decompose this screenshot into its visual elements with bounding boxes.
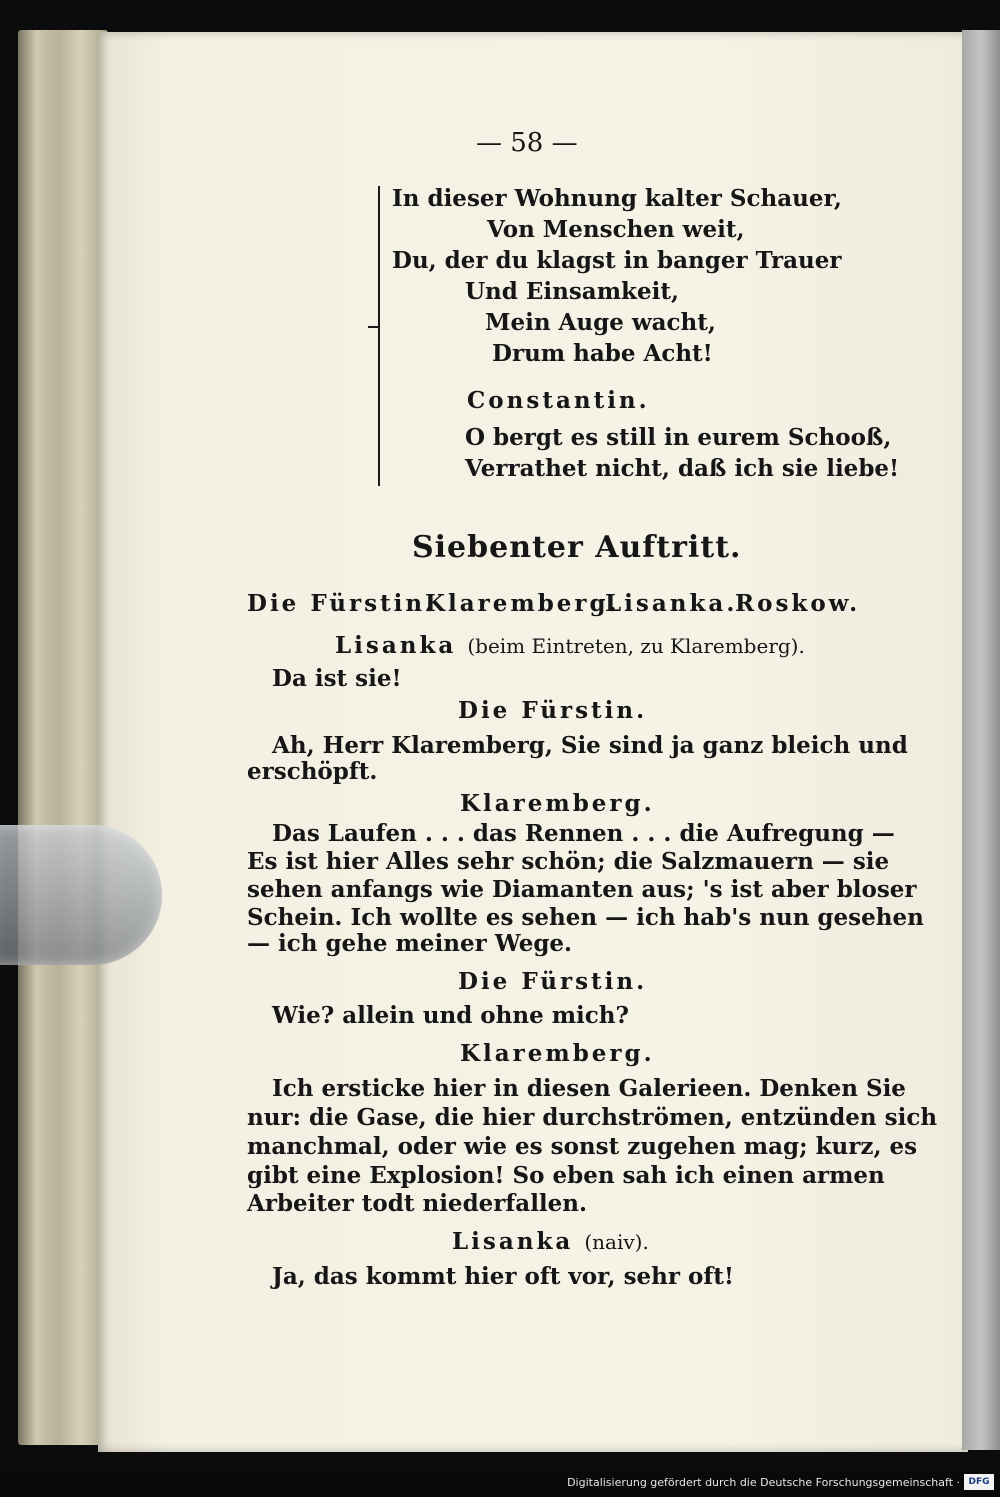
dialogue-line: erschöpft. — [247, 758, 378, 785]
verse-line: Drum habe Acht! — [492, 340, 713, 367]
verse-bracket — [378, 186, 390, 486]
verse-line: Mein Auge wacht, — [485, 309, 716, 336]
speaker-name: Klaremberg. — [460, 1040, 655, 1067]
book-page-edges — [18, 30, 108, 1445]
dialogue-line: Da ist sie! — [272, 665, 402, 692]
cast-item: Klaremberg. — [425, 590, 620, 617]
dialogue-line: Wie? allein und ohne mich? — [272, 1002, 629, 1029]
dialogue-line: sehen anfangs wie Diamanten aus; 's ist aber bloser — [247, 876, 917, 903]
verse-line: Verrathet nicht, daß ich sie liebe! — [465, 455, 900, 482]
dialogue-line: Ah, Herr Klaremberg, Sie sind ja ganz bleich und — [272, 732, 908, 759]
speaker-name: Klaremberg. — [460, 790, 655, 817]
page-number: — 58 — — [476, 128, 578, 158]
speaker-label: Lisanka — [452, 1228, 574, 1255]
dialogue-line: Ja, das kommt hier oft vor, sehr oft! — [272, 1263, 734, 1290]
verse-line: Du, der du klagst in banger Trauer — [392, 247, 842, 274]
speaker-name — [335, 632, 805, 659]
cast-item: Die Fürstin. — [247, 590, 437, 617]
dialogue-line: Arbeiter todt niederfallen. — [247, 1190, 588, 1217]
speaker-name: Die Fürstin. — [458, 968, 648, 995]
cast-item: Lisanka. — [605, 590, 738, 617]
speaker-label: Lisanka — [335, 632, 457, 659]
speaker-name: Constantin. — [467, 387, 650, 414]
facing-page-edge — [962, 30, 1000, 1450]
glass-weight-reflection — [0, 825, 162, 965]
stage-direction: (naiv). — [584, 1230, 649, 1254]
dialogue-line: Es ist hier Alles sehr schön; die Salzmauern — sie — [247, 848, 890, 875]
dialogue-line: manchmal, oder wie es sonst zugehen mag; kurz, es — [247, 1133, 918, 1160]
verse-line: Von Menschen weit, — [487, 216, 745, 243]
verse-bracket-tip — [368, 326, 380, 328]
footer-credit: Digitalisierung gefördert durch die Deutsche Forschungsgemeinschaft · — [567, 1476, 960, 1489]
cast-item: Roskow. — [735, 590, 861, 617]
verse-line: Und Einsamkeit, — [465, 278, 679, 305]
verse-line: In dieser Wohnung kalter Schauer, — [392, 185, 842, 212]
speaker-name — [452, 1228, 649, 1255]
dialogue-line: Ich ersticke hier in diesen Galerieen. Denken Sie — [272, 1075, 906, 1102]
verse-line: O bergt es still in eurem Schooß, — [465, 424, 892, 451]
dialogue-line: Schein. Ich wollte es sehen — ich hab's nun gesehen — [247, 904, 924, 931]
dialogue-line: gibt eine Explosion! So eben sah ich einen armen — [247, 1162, 885, 1189]
dialogue-line: — ich gehe meiner Wege. — [247, 930, 573, 957]
scene-heading: Siebenter Auftritt. — [412, 530, 742, 565]
speaker-name: Die Fürstin. — [458, 697, 648, 724]
dialogue-line: nur: die Gase, die hier durchströmen, entzünden sich — [247, 1104, 938, 1131]
dfg-logo: DFG — [964, 1474, 994, 1490]
stage-direction: (beim Eintreten, zu Klaremberg). — [467, 634, 805, 658]
dialogue-line: Das Laufen . . . das Rennen . . . die Aufregung — — [272, 820, 895, 847]
